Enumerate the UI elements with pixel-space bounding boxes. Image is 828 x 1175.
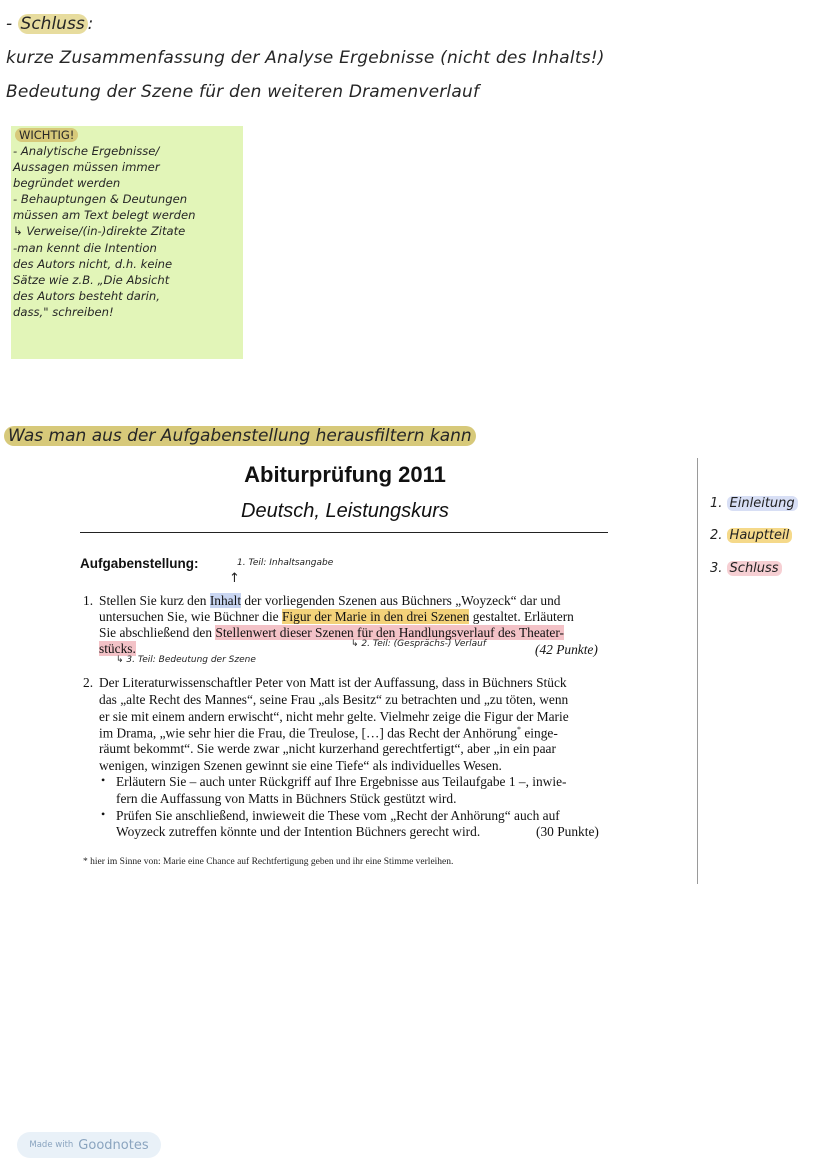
badge-small-text: Made with	[29, 1140, 74, 1150]
sticky-line: -man kennt die Intention	[13, 240, 157, 255]
schluss-label: Schluss	[18, 14, 88, 34]
sidebar-item-hauptteil: 2. Hauptteil	[710, 528, 792, 543]
annotation-teil3: ↳ 3. Teil: Bedeutung der Szene	[116, 655, 256, 665]
sticky-line: - Analytische Ergebnisse/	[13, 144, 160, 158]
task1-line: Sie abschließend den Stellenwert dieser Szenen für den Handlungsverlauf des Theater-	[99, 625, 565, 640]
highlight-stellenwert: Stellenwert dieser Szenen für den Handlungsverlauf des Theater-	[215, 625, 565, 640]
goodnotes-badge[interactable]	[17, 1132, 161, 1158]
sticky-note	[11, 126, 243, 359]
sticky-line: - Behauptungen & Deutungen	[13, 192, 188, 207]
bullet-line: Woyzeck zutreffen könnte und der Intention Büchners gerecht wird.	[116, 824, 481, 839]
doc-subtitle: Deutsch, Leistungskurs	[241, 500, 449, 522]
task1-line: stücks.	[99, 641, 136, 656]
schluss-note: - Schluss :	[6, 14, 94, 34]
highlight-figur: Figur der Marie in den drei Szenen	[281, 609, 470, 624]
task1-points: (42 Punkte)	[535, 642, 598, 657]
sticky-title: WICHTIG!	[15, 128, 78, 142]
task2-line: wenigen, winzigen Szenen gewinnt sie eine Tiefe“ als individuelles Wesen.	[99, 758, 502, 773]
bullet-icon: •	[101, 773, 106, 787]
sticky-line: dass," schreiben!	[13, 304, 114, 319]
task2-line: im Drama, „wie sehr hier die Frau, die Treulose, […] das Recht der Anhörung* einge-	[99, 725, 558, 741]
sticky-lines	[13, 143, 196, 320]
task2-line: er sie mit einem andern erwischt“, nicht mehr gelte. Vielmehr zeige die Figur der Marie	[99, 709, 569, 724]
annotation-teil1: 1. Teil: Inhaltsangabe	[237, 558, 334, 568]
margin-divider	[697, 458, 698, 884]
arrow-icon: ↑	[229, 571, 240, 586]
highlight-inhalt: Inhalt	[209, 593, 242, 608]
task2-points: (30 Punkte)	[536, 824, 599, 839]
sticky-line: müssen am Text belegt werden	[13, 208, 196, 223]
task1-line: untersuchen Sie, wie Büchner die Figur der Marie in den drei Szenen gestaltet. Erläutern	[99, 609, 574, 624]
sticky-line: ↳ Verweise/(in-)direkte Zitate	[13, 224, 186, 239]
sidebar-item-schluss: 3. Schluss	[710, 561, 782, 576]
footnote: * hier im Sinne von: Marie eine Chance auf Rechtfertigung geben und ihr eine Stimme verleihen.	[83, 857, 454, 867]
bullet-line: fern die Auffassung von Matts in Büchners Stück gestützt wird.	[116, 791, 457, 806]
bullet-line: Prüfen Sie anschließend, inwieweit die These vom „Recht der Anhörung“ auch auf	[116, 808, 560, 823]
section-header: Was man aus der Aufgabenstellung herausfiltern kann	[4, 426, 476, 446]
task2-line: das „alte Recht des Mannes“, seine Frau „als Besitz“ zu betrachten und „zu töten, wenn	[99, 692, 569, 707]
note-line-summary: kurze Zusammenfassung der Analyse Ergebnisse (nicht des Inhalts!)	[6, 48, 605, 68]
sticky-line: Sätze wie z.B. „Die Absicht	[13, 272, 170, 287]
doc-divider	[80, 532, 608, 533]
bullet-icon: •	[101, 807, 106, 821]
sticky-line: des Autors besteht darin,	[13, 288, 160, 303]
sidebar-item-einleitung: 1. Einleitung	[710, 496, 798, 511]
annotation-teil2: ↳ 2. Teil: (Gesprächs-) Verlauf	[351, 639, 487, 649]
task2-number: 2.	[83, 675, 94, 690]
task1-number: 1.	[83, 593, 94, 608]
task2-line: Der Literaturwissenschaftler Peter von Matt ist der Auffassung, dass in Büchners Stück	[99, 675, 567, 690]
task2-line: räumt bekommt“. Sie werde zwar „nicht kurzerhand gerechtfertigt“, aber „in ein paar	[99, 741, 556, 756]
bullet-line: Erläutern Sie – auch unter Rückgriff auf Ihre Ergebnisse aus Teilaufgabe 1 –, inwie-	[116, 774, 567, 789]
sticky-line: begründet werden	[13, 176, 121, 191]
badge-brand-text: Goodnotes	[78, 1137, 149, 1153]
task1-line: Stellen Sie kurz den Inhalt der vorliegenden Szenen aus Büchners „Woyzeck“ dar und	[99, 593, 561, 608]
note-line-significance: Bedeutung der Szene für den weiteren Dramenverlauf	[6, 82, 480, 102]
sticky-line: Aussagen müssen immer	[13, 160, 160, 175]
sticky-line: des Autors nicht, d.h. keine	[13, 256, 173, 271]
doc-heading: Aufgabenstellung:	[80, 556, 199, 571]
doc-title: Abiturprüfung 2011	[244, 462, 446, 487]
